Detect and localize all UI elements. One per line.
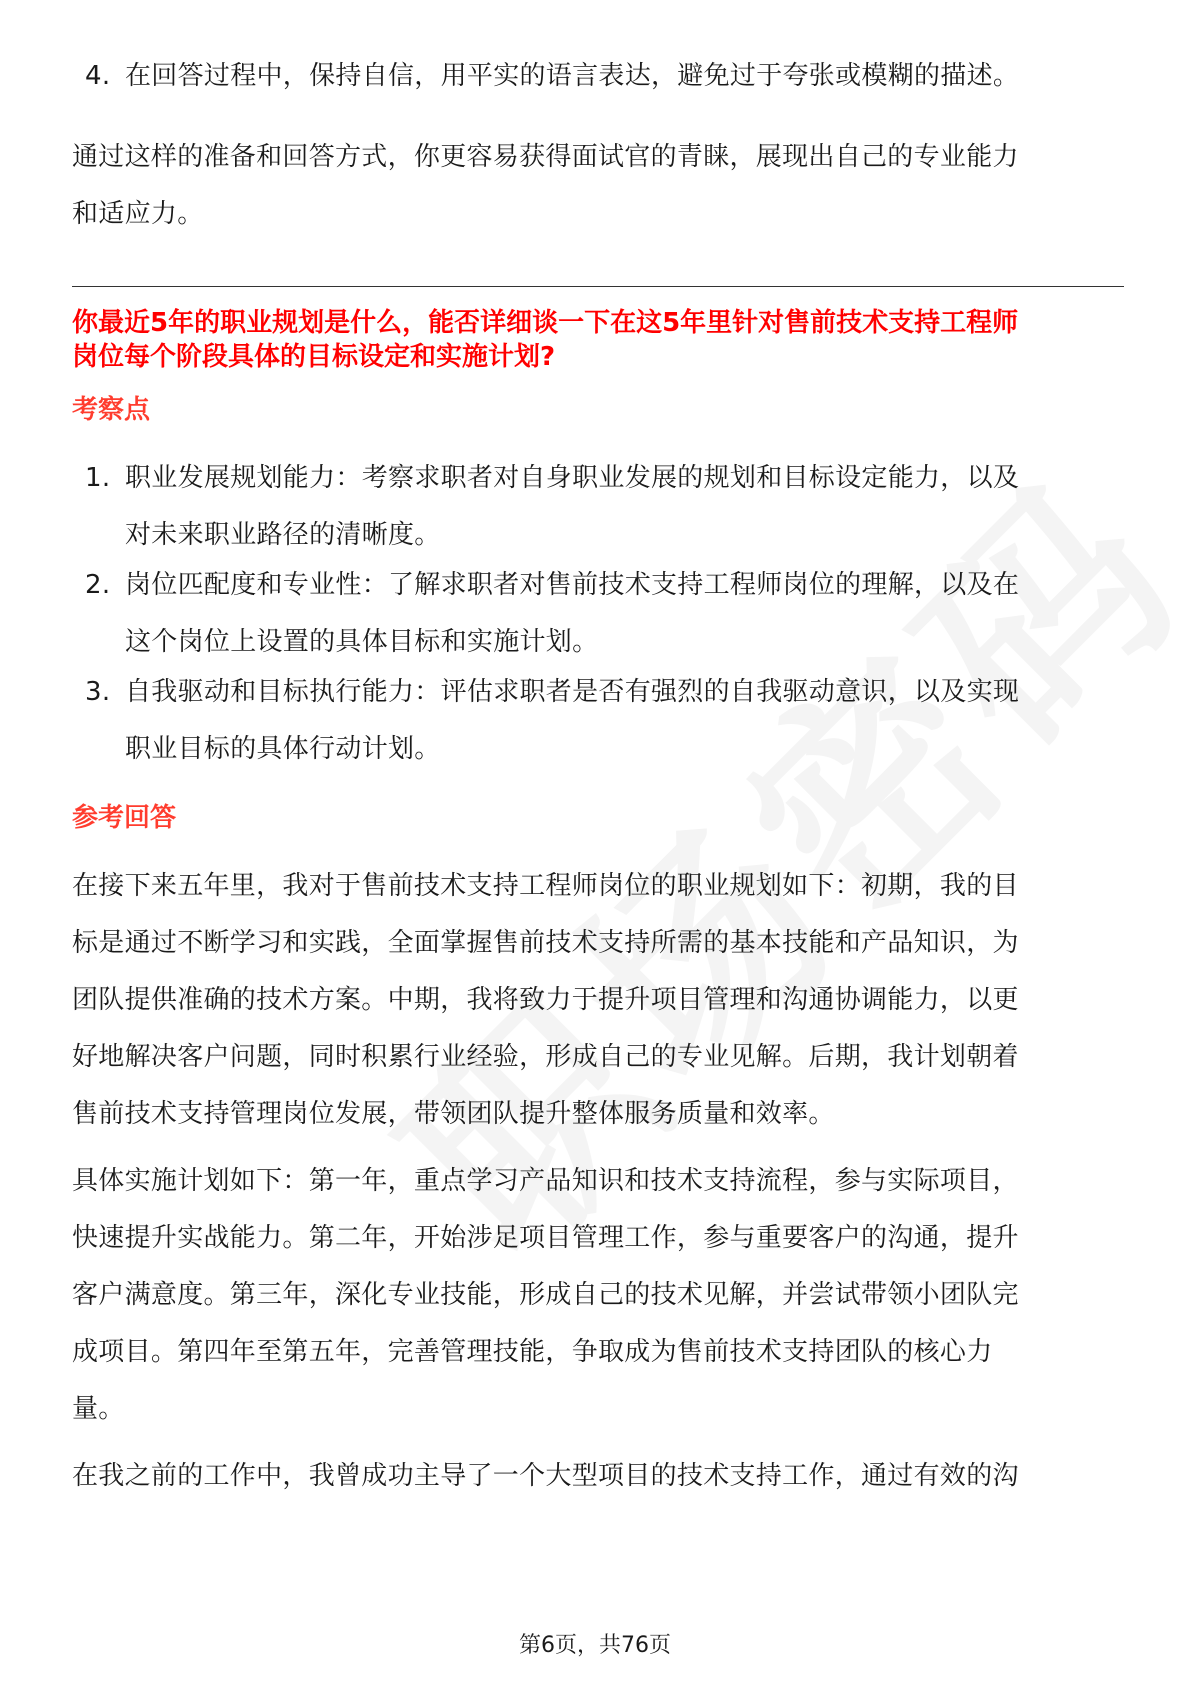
list-item-line: 对未来职业路径的清晰度。 (125, 520, 441, 550)
paragraph-line: 在我之前的工作中，我曾成功主导了一个大型项目的技术支持工作，通过有效的沟 (72, 1461, 1019, 1491)
question-line: 岗位每个阶段具体的目标设定和实施计划? (72, 342, 556, 372)
section-heading: 参考回答 (72, 803, 177, 833)
list-item-line: 职业发展规划能力：考察求职者对自身职业发展的规划和目标设定能力，以及 (125, 463, 1020, 493)
paragraph-line: 好地解决客户问题，同时积累行业经验，形成自己的专业见解。后期，我计划朝着 (72, 1042, 1019, 1072)
list-item (72, 450, 1175, 564)
paragraph-line: 团队提供准确的技术方案。中期，我将致力于提升项目管理和沟通协调能力，以更 (72, 985, 1019, 1015)
paragraph-line: 售前技术支持管理岗位发展，带领团队提升整体服务质量和效率。 (72, 1099, 835, 1129)
paragraph-line: 成项目。第四年至第五年，完善管理技能，争取成为售前技术支持团队的核心力 (72, 1337, 993, 1367)
list-item-text: 在回答过程中，保持自信，用平实的语言表达，避免过于夸张或模糊的描述。 (125, 61, 1020, 91)
list-item (72, 664, 1175, 778)
list-item-number: 3. (85, 677, 111, 707)
paragraph-line: 标是通过不断学习和实践，全面掌握售前技术支持所需的基本技能和产品知识，为 (72, 928, 1019, 958)
list-item-line: 自我驱动和目标执行能力：评估求职者是否有强烈的自我驱动意识，以及实现 (125, 677, 1020, 707)
paragraph-line: 具体实施计划如下：第一年，重点学习产品知识和技术支持流程，参与实际项目， (72, 1166, 1019, 1196)
paragraph-line: 客户满意度。第三年，深化专业技能，形成自己的技术见解，并尝试带领小团队完 (72, 1280, 1019, 1310)
section-divider (72, 286, 1124, 287)
question-line: 你最近5年的职业规划是什么，能否详细谈一下在这5年里针对售前技术支持工程师 (72, 308, 1019, 338)
list-item-number: 1. (85, 463, 111, 493)
page-number: 第6页，共76页 (519, 1633, 671, 1658)
paragraph-line: 快速提升实战能力。第二年，开始涉足项目管理工作，参与重要客户的沟通，提升 (72, 1223, 1019, 1253)
assessment-heading (72, 392, 1122, 428)
paragraph-line: 量。 (72, 1394, 125, 1424)
answer-paragraph-1 (72, 858, 1122, 1143)
answer-paragraph-2 (72, 1153, 1122, 1438)
list-item-line: 这个岗位上设置的具体目标和实施计划。 (125, 627, 599, 657)
answer-paragraph-3 (72, 1448, 1122, 1505)
answer-heading (72, 800, 1122, 836)
list-item-number: 2. (85, 570, 111, 600)
list-item-number: 4. (85, 61, 111, 91)
section-heading: 考察点 (72, 395, 151, 425)
list-item-line: 岗位匹配度和专业性：了解求职者对售前技术支持工程师岗位的理解，以及在 (125, 570, 1020, 600)
paragraph-line: 通过这样的准备和回答方式，你更容易获得面试官的青睐，展现出自己的专业能力 (72, 142, 1019, 172)
paragraph-line: 和适应力。 (72, 199, 204, 229)
closing-paragraph (72, 129, 1122, 243)
question-title (72, 306, 1122, 374)
list-item (72, 557, 1175, 671)
paragraph-line: 在接下来五年里，我对于售前技术支持工程师岗位的职业规划如下：初期，我的目 (72, 871, 1019, 901)
list-item (72, 48, 1175, 105)
list-item-line: 职业目标的具体行动计划。 (125, 734, 441, 764)
